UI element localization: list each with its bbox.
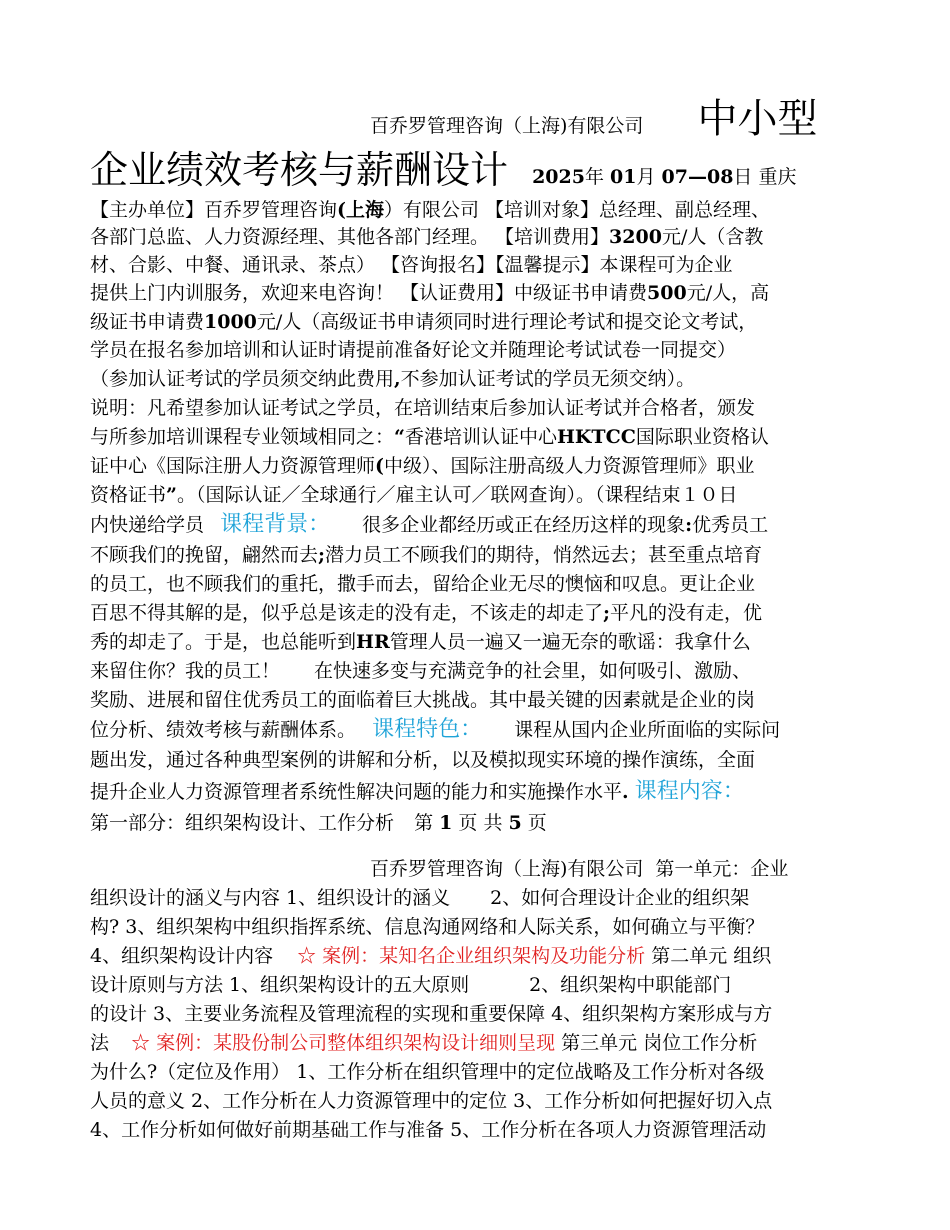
company-header-line xyxy=(370,94,817,151)
text-line: 提升企业人力资源管理者系统性解决问题的能力和实施操作水平. 课程内容： xyxy=(90,779,745,804)
section-heading-content: 课程内容： xyxy=(634,779,745,804)
text-line: 设计原则与方法 1、组织架构设计的五大原则 2、组织架构中职能部门 xyxy=(90,974,732,996)
text-line: 来留住你？我的员工！ 在快速多变与充满竞争的社会里，如何吸引、激励、 xyxy=(90,660,752,682)
title-part-1: 中小型 xyxy=(697,96,818,142)
text-line: 法 ☆ 案例：某股份制公司整体组织架构设计细则呈现 第三单元 岗位工作分析 xyxy=(90,1032,758,1054)
text-line: 说明：凡希望参加认证考试之学员，在培训结束后参加认证考试并合格者，颁发 xyxy=(90,397,756,419)
section-heading-features: 课程特色： xyxy=(372,717,483,742)
course-date: 2025年 01月 07—08日 重庆 xyxy=(532,166,797,188)
text-line: 证中心《国际注册人力资源管理师(中级）、国际注册高级人力资源管理师》职业 xyxy=(90,455,755,477)
case-study-1: ☆ 案例：某知名企业组织架构及功能分析 xyxy=(297,945,646,967)
text-line: 为什么?（定位及作用） 1、工作分析在组织管理中的定位战略及工作分析对各级 xyxy=(90,1061,765,1083)
text-line: 各部门总监、人力资源经理、其他各部门经理。 【培训费用】3200元/人（含教 xyxy=(90,226,764,248)
text-line: 不顾我们的挽留，翩然而去;潜力员工不顾我们的期待，悄然远去；甚至重点培育 xyxy=(90,544,763,566)
text-line: 与所参加培训课程专业领域相同之：“香港培训认证中心HKTCC国际职业资格认 xyxy=(90,426,769,448)
text-line: 秀的却走了。于是，也总能听到HR管理人员一遍又一遍无奈的歌谣：我拿什么 xyxy=(90,631,751,653)
text-line: 材、合影、中餐、通讯录、茶点） 【咨询报名】【温馨提示】本课程可为企业 xyxy=(90,254,733,276)
page-number: 第 1 页 共 5 页 xyxy=(414,812,547,834)
text-line: 第一部分：组织架构设计、工作分析 第 1 页 共 5 页 xyxy=(90,812,547,834)
title-part-2: 企业绩效考核与薪酬设计 xyxy=(90,148,509,192)
text-line: 学员在报名参加培训和认证时请提前准备好论文并随理论考试试卷一同提交） xyxy=(90,339,737,361)
company-header-2: 百乔罗管理咨询（上海)有限公司 第一单元：企业 xyxy=(370,858,789,880)
text-line: 题出发，通过各种典型案例的讲解和分析，以及模拟现实环境的操作演练，全面 xyxy=(90,749,756,771)
text-line: 提供上门内训服务，欢迎来电咨询！ 【认证费用】中级证书申请费500元/人，高 xyxy=(90,282,770,304)
text-line: 级证书申请费1000元/人（高级证书申请须同时进行理论考试和提交论文考试， xyxy=(90,311,758,333)
text-line: 奖励、进展和留住优秀员工的面临着巨大挑战。其中最关键的因素就是企业的岗 xyxy=(90,689,756,711)
text-line: 的设计 3、主要业务流程及管理流程的实现和重要保障 4、组织架构方案形成与方 xyxy=(90,1003,773,1025)
text-line: 【主办单位】百乔罗管理咨询(上海）有限公司 【培训对象】总经理、副总经理、 xyxy=(90,199,771,221)
text-line: 构? 3、组织架构中组织指挥系统、信息沟通网络和人际关系，如何确立与平衡？ xyxy=(90,916,765,938)
text-line: 的员工，也不顾我们的重托，撒手而去，留给企业无尽的懊恼和叹息。更让企业 xyxy=(90,573,756,595)
text-line: 组织设计的涵义与内容 1、组织设计的涵义 2、如何合理设计企业的组织架 xyxy=(90,887,750,909)
text-line: 资格证书”。（国际认证／全球通行／雇主认可／联网查询）。（课程结束１０日 xyxy=(90,484,738,506)
text-line: 4、组织架构设计内容 ☆ 案例：某知名企业组织架构及功能分析 第二单元 组织 xyxy=(90,945,772,967)
text-line: 4、工作分析如何做好前期基础工作与准备 5、工作分析在各项人力资源管理活动 xyxy=(90,1119,767,1141)
text-line: 内快递给学员 课程背景： 很多企业都经历或正在经历这样的现象:优秀员工 xyxy=(90,512,769,537)
text-line: 位分析、绩效考核与薪酬体系。 课程特色： 课程从国内企业所面临的实际问 xyxy=(90,717,781,742)
text-line: 人员的意义 2、工作分析在人力资源管理中的定位 3、工作分析如何把握好切入点 xyxy=(90,1090,773,1112)
text-line: （参加认证考试的学员须交纳此费用,不参加认证考试的学员无须交纳）。 xyxy=(90,368,696,390)
case-study-2: ☆ 案例：某股份制公司整体组织架构设计细则呈现 xyxy=(131,1032,556,1054)
text-line: 百思不得其解的是，似乎总是该走的没有走，不该走的却走了;平凡的没有走，优 xyxy=(90,602,763,624)
section-heading-background: 课程背景： xyxy=(220,512,331,537)
title-line xyxy=(90,146,797,201)
company-header: 百乔罗管理咨询（上海)有限公司 xyxy=(370,115,644,137)
